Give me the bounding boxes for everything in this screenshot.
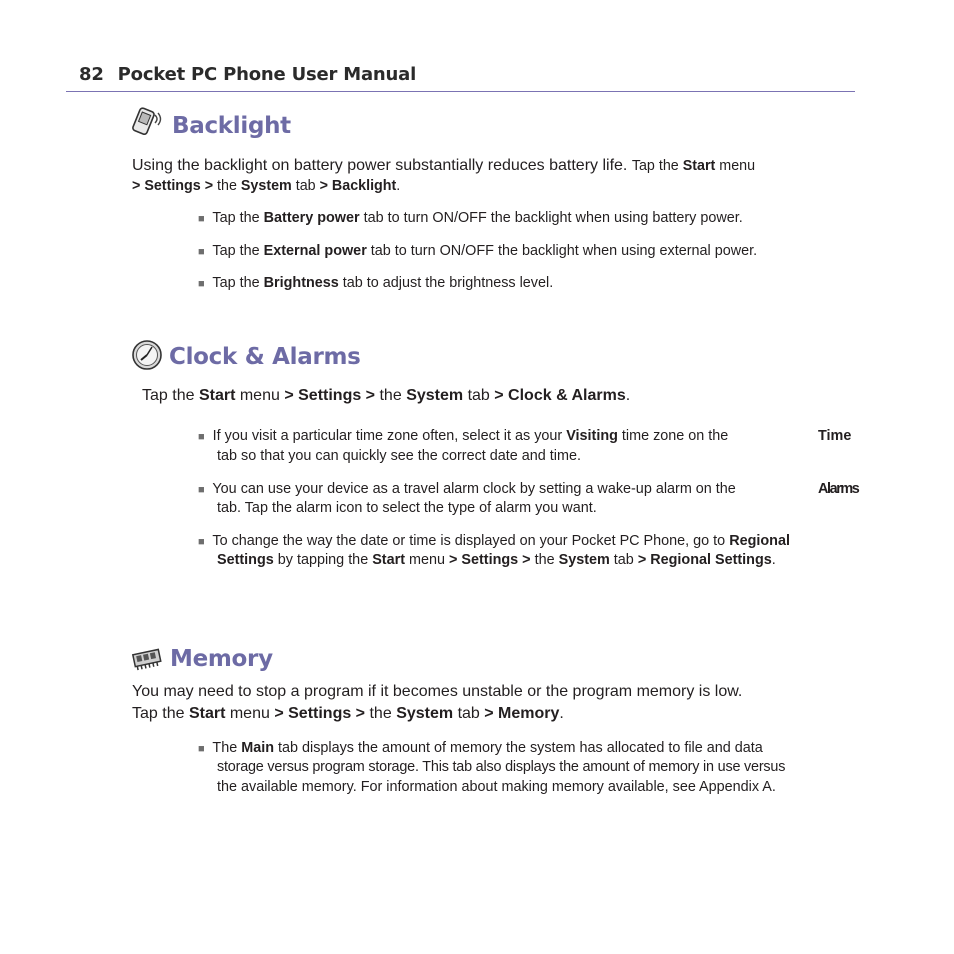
list-item bbox=[198, 531, 790, 552]
bullet-bold: Alarms bbox=[818, 481, 859, 497]
bullet-bold: Visiting bbox=[566, 428, 618, 444]
path-text: the bbox=[217, 178, 237, 194]
path-text: the bbox=[369, 705, 392, 722]
memory-heading: Memory bbox=[170, 646, 273, 672]
path-text: tab bbox=[457, 705, 480, 722]
path-system: System bbox=[240, 178, 292, 194]
path-start: Start bbox=[372, 552, 405, 568]
list-item bbox=[198, 273, 553, 294]
path-target: > Backlight bbox=[319, 178, 397, 194]
bullet-text: Tap the bbox=[212, 210, 260, 226]
path-text: tab bbox=[613, 552, 634, 568]
backlight-intro bbox=[132, 155, 862, 199]
bullet-mark: ■ bbox=[198, 536, 205, 548]
path-target: > Memory bbox=[484, 705, 560, 722]
path-text: Tap the bbox=[142, 387, 195, 404]
path-start: Start bbox=[188, 705, 226, 722]
bullet-text: tab so that you can quickly see the correct date and time. bbox=[217, 448, 581, 464]
bullet-mark: ■ bbox=[198, 213, 205, 225]
path-text: . bbox=[771, 552, 776, 568]
path-text: menu bbox=[229, 705, 270, 722]
bullet-text: You can use your device as a travel alarm clock by setting a wake-up alarm on the bbox=[212, 481, 736, 497]
bullet-bold: Settings bbox=[217, 552, 274, 568]
bullet-bold: Regional bbox=[729, 533, 790, 549]
path-text: menu bbox=[719, 158, 756, 174]
clock-heading: Clock & Alarms bbox=[169, 344, 361, 370]
path-text: the bbox=[534, 552, 555, 568]
bullet-text: Tap the bbox=[212, 275, 260, 291]
path-target: > Clock & Alarms bbox=[494, 387, 626, 404]
backlight-intro-text: Using the backlight on battery power substantially reduces battery life. bbox=[132, 157, 628, 174]
list-item bbox=[198, 208, 743, 229]
path-settings: > Settings > bbox=[132, 178, 214, 194]
path-system: System bbox=[406, 387, 464, 404]
bullet-text: storage versus program storage. This tab also displays the amount of memory in use versus bbox=[217, 759, 786, 775]
bullet-text: To change the way the date or time is displayed on your Pocket PC Phone, go to bbox=[212, 533, 726, 549]
path-text: tab bbox=[467, 387, 490, 404]
bullet-text: tab. Tap the alarm icon to select the type of alarm you want. bbox=[217, 500, 597, 516]
bullet-mark: ■ bbox=[198, 278, 205, 290]
path-settings: > Settings > bbox=[284, 387, 376, 404]
clock-path bbox=[142, 385, 630, 406]
running-header bbox=[79, 64, 416, 85]
bullet-mark: ■ bbox=[198, 484, 205, 496]
path-system: System bbox=[396, 705, 454, 722]
bullet-mark: ■ bbox=[198, 246, 205, 258]
path-text: tab bbox=[295, 178, 316, 194]
list-item bbox=[198, 479, 736, 500]
path-text: . bbox=[625, 387, 631, 404]
bullet-bold: Main bbox=[241, 740, 274, 756]
bullet-text bbox=[217, 550, 776, 570]
path-settings: > Settings > bbox=[449, 552, 531, 568]
memory-chip-icon bbox=[131, 643, 163, 680]
bullet-text: tab to turn ON/OFF the backlight when using external power. bbox=[370, 243, 758, 259]
bullet-bold: Battery power bbox=[263, 210, 360, 226]
bullet-bold: Brightness bbox=[263, 275, 339, 291]
path-system: System bbox=[558, 552, 610, 568]
bullet-text: time zone on the bbox=[621, 428, 729, 444]
list-item bbox=[198, 738, 763, 759]
path-start: Start bbox=[682, 158, 716, 174]
bullet-text: by tapping the bbox=[277, 552, 369, 568]
list-item bbox=[198, 241, 757, 262]
path-text: Tap the bbox=[132, 705, 185, 722]
memory-intro-text: You may need to stop a program if it becomes unstable or the program memory is low. bbox=[132, 683, 743, 700]
path-text: the bbox=[379, 387, 402, 404]
path-text: . bbox=[396, 178, 401, 194]
bullet-text: tab displays the amount of memory the system has allocated to file and data bbox=[278, 740, 763, 756]
path-target: > Regional Settings bbox=[637, 552, 772, 568]
clock-icon bbox=[131, 339, 163, 376]
backlight-heading: Backlight bbox=[172, 113, 291, 139]
path-text: Tap the bbox=[631, 158, 679, 174]
path-start: Start bbox=[198, 387, 236, 404]
bullet-mark: ■ bbox=[198, 743, 205, 755]
bullet-text: The bbox=[212, 740, 238, 756]
path-settings: > Settings > bbox=[274, 705, 366, 722]
bullet-text: Tap the bbox=[212, 243, 260, 259]
bullet-text: tab to turn ON/OFF the backlight when using battery power. bbox=[363, 210, 743, 226]
path-text: menu bbox=[239, 387, 280, 404]
header-rule bbox=[66, 91, 855, 92]
bullet-text: the available memory. For information about making memory available, see Appendix A. bbox=[217, 779, 776, 795]
memory-path bbox=[132, 703, 564, 724]
memory-intro bbox=[132, 681, 856, 702]
backlight-icon bbox=[131, 105, 163, 142]
path-text: menu bbox=[409, 552, 445, 568]
bullet-text: tab to adjust the brightness level. bbox=[342, 275, 554, 291]
bullet-text: If you visit a particular time zone often, select it as your bbox=[212, 428, 563, 444]
list-item bbox=[198, 426, 728, 447]
bullet-bold: Time bbox=[818, 428, 852, 444]
manual-title: Pocket PC Phone User Manual bbox=[117, 64, 417, 85]
bullet-bold: External power bbox=[263, 243, 367, 259]
page-number: 82 bbox=[79, 64, 104, 85]
path-text: . bbox=[559, 705, 564, 722]
bullet-mark: ■ bbox=[198, 431, 205, 443]
